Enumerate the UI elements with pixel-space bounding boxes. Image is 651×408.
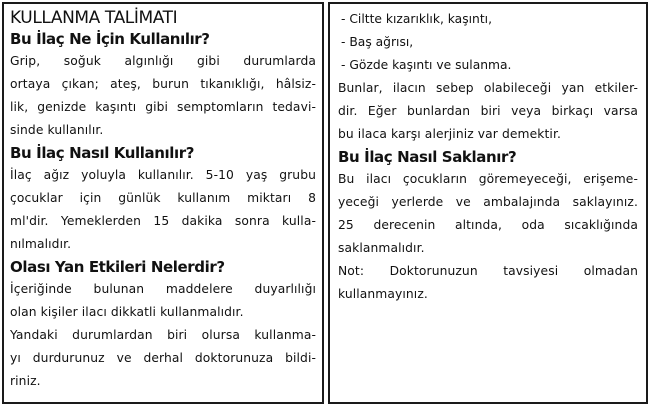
text-line: Not: Doktorunuzun tavsiyesi olmadan <box>338 264 638 278</box>
section-body-usage <box>10 164 316 256</box>
text-line: lik, genizde kaşıntı gibi semptomların tedavi- <box>10 100 316 114</box>
section-heading-storage: Bu İlaç Nasıl Saklanır? <box>338 148 517 166</box>
section-body-side-effects <box>10 278 316 393</box>
text-line: dir. Eğer bunlardan biri veya birkaçı varsa <box>338 104 638 118</box>
text-line: İçeriğinde bulunan maddelere duyarlılığı <box>10 282 316 296</box>
text-line: Bu ilacı çocukların göremeyeceği, erişeme- <box>338 172 638 186</box>
usage-instructions-right-panel <box>328 2 648 404</box>
text-line: nılmalıdır. <box>10 237 72 251</box>
section-heading-side-effects: Olası Yan Etkileri Nelerdir? <box>10 258 225 276</box>
side-effect-bullet: - Baş ağrısı, <box>341 35 414 49</box>
text-line: sinde kullanılır. <box>10 123 104 137</box>
section-heading-usage: Bu İlaç Nasıl Kullanılır? <box>10 144 195 162</box>
text-line: ml'dir. Yemeklerden 15 dakika sonra kulla- <box>10 214 316 228</box>
text-line: Yandaki durumlardan biri olursa kullanma- <box>10 328 316 342</box>
text-line: ortaya çıkan; ateş, burun tıkanıklığı, hâlsiz- <box>10 77 316 91</box>
text-line: çocuklar için günlük kullanım miktarı 8 <box>10 191 316 205</box>
side-effect-bullet: - Gözde kaşıntı ve sulanma. <box>341 58 512 72</box>
text-line: yeceği yerlerde ve ambalajında saklayınız. <box>338 195 638 209</box>
text-line: İlaç ağız yoluyla kullanılır. 5-10 yaş grubu <box>10 168 316 182</box>
usage-instructions-left-panel <box>2 2 324 404</box>
text-line: kullanmayınız. <box>338 287 428 301</box>
section-body-storage <box>338 168 638 306</box>
text-line: riniz. <box>10 374 41 388</box>
text-line: 25 derecenin altında, oda sıcaklığında <box>338 218 638 232</box>
section-body-purpose <box>10 50 316 142</box>
text-line: saklanmalıdır. <box>338 241 425 255</box>
side-effect-bullet: - Ciltte kızarıklık, kaşıntı, <box>341 12 492 26</box>
side-effect-note <box>338 77 638 146</box>
text-line: Bunlar, ilacın sebep olabileceği yan etkiler- <box>338 81 638 95</box>
text-line: Grip, soğuk algınlığı gibi durumlarda <box>10 54 316 68</box>
document-title: KULLANMA TALİMATI <box>10 8 178 28</box>
text-line: yı durdurunuz ve derhal doktorunuza bildi- <box>10 351 316 365</box>
section-heading-purpose: Bu İlaç Ne İçin Kullanılır? <box>10 30 210 48</box>
text-line: olan kişiler ilacı dikkatli kullanmalıdır. <box>10 305 244 319</box>
text-line: bu ilaca karşı alerjiniz var demektir. <box>338 127 561 141</box>
